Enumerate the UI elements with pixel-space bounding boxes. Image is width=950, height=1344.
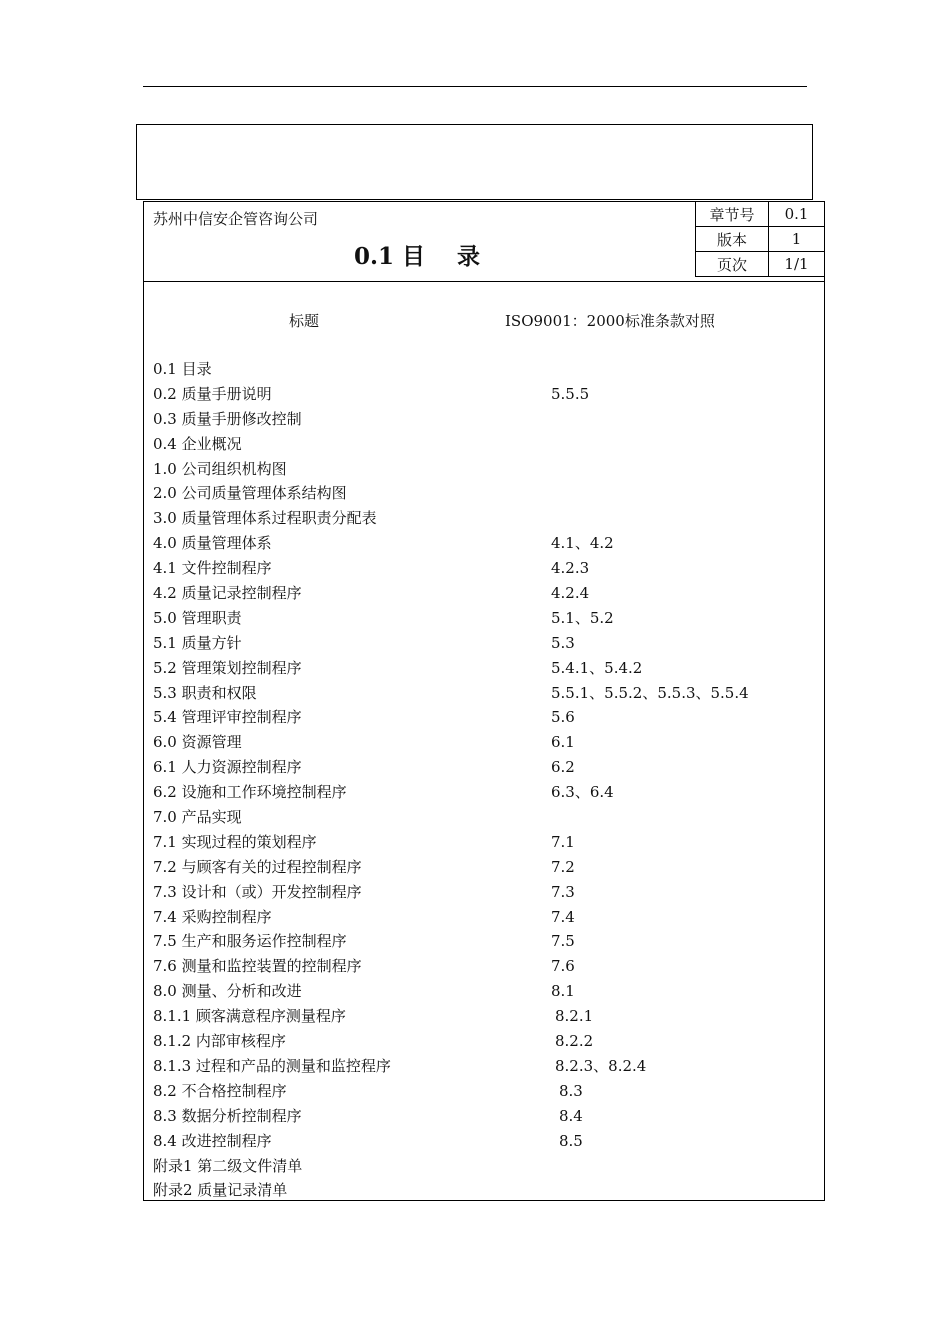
document-meta-table: [695, 201, 825, 277]
list-item-title: 7.3 设计和（或）开发控制程序: [153, 882, 362, 901]
list-item-title: 4.1 文件控制程序: [153, 559, 272, 578]
list-item-clause: 4.2.3: [551, 559, 590, 578]
list-item-title: 5.1 质量方针: [153, 633, 242, 652]
list-item-title: 0.4 企业概况: [153, 434, 242, 453]
column-header-clause: ISO9001：2000标准条款对照: [505, 312, 715, 330]
list-item-title: 6.2 设施和工作环境控制程序: [153, 783, 347, 802]
list-item-title: 8.4 改进控制程序: [153, 1131, 272, 1150]
list-item-title: 0.3 质量手册修改控制: [153, 409, 302, 428]
list-item-clause: 8.3: [559, 1081, 583, 1100]
list-item-title: 7.4 采购控制程序: [153, 907, 272, 926]
list-item-clause: 8.1: [551, 982, 575, 1001]
list-item-clause: 6.2: [551, 758, 575, 777]
header-rule: [143, 86, 807, 87]
list-item-clause: 8.2.1: [555, 1007, 594, 1026]
page-title: 0.1 目 录: [354, 243, 481, 270]
column-header-title: 标题: [289, 312, 320, 330]
list-item-clause: 7.5: [551, 932, 575, 951]
list-item-title: 7.6 测量和监控装置的控制程序: [153, 957, 362, 976]
list-item-title: 7.5 生产和服务运作控制程序: [153, 932, 347, 951]
company-name: 苏州中信安企管咨询公司: [153, 210, 319, 228]
list-item-title: 7.2 与顾客有关的过程控制程序: [153, 857, 362, 876]
list-item-clause: 7.3: [551, 882, 575, 901]
contents-document: [143, 201, 825, 1201]
list-item-title: 8.3 数据分析控制程序: [153, 1106, 302, 1125]
header-blank-box: [136, 124, 813, 200]
list-item-title: 2.0 公司质量管理体系结构图: [153, 484, 347, 503]
list-item-clause: 5.1、5.2: [551, 608, 614, 627]
list-item-title: 8.1.3 过程和产品的测量和监控程序: [153, 1056, 391, 1075]
list-item-clause: 5.3: [551, 633, 575, 652]
list-item-title: 5.0 管理职责: [153, 608, 242, 627]
list-item-title: 8.1.2 内部审核程序: [153, 1032, 286, 1051]
list-item-clause: 7.4: [551, 907, 575, 926]
list-item-clause: 6.3、6.4: [551, 783, 614, 802]
list-item-title: 8.0 测量、分析和改进: [153, 982, 302, 1001]
list-item-title: 6.0 资源管理: [153, 733, 242, 752]
list-item-clause: 8.4: [559, 1106, 583, 1125]
list-item-clause: 7.2: [551, 857, 575, 876]
list-item-title: 4.2 质量记录控制程序: [153, 584, 302, 603]
list-item-clause: 8.2.2: [555, 1032, 594, 1051]
list-item-title: 7.0 产品实现: [153, 808, 242, 827]
list-item-title: 附录1 第二级文件清单: [153, 1156, 303, 1175]
list-item-clause: 7.1: [551, 832, 575, 851]
list-item-title: 1.0 公司组织机构图: [153, 459, 287, 478]
list-item-clause: 4.1、4.2: [551, 534, 614, 553]
list-item-title: 7.1 实现过程的策划程序: [153, 832, 317, 851]
list-item-clause: 8.5: [559, 1131, 583, 1150]
list-item-title: 5.3 职责和权限: [153, 683, 257, 702]
list-item-clause: 7.6: [551, 957, 575, 976]
meta-key-chapter: 章节号: [696, 202, 769, 227]
list-item-title: 5.2 管理策划控制程序: [153, 658, 302, 677]
list-item-clause: 5.5.5: [551, 384, 590, 403]
list-item-title: 0.1 目录: [153, 360, 212, 378]
meta-value-version: 1: [769, 227, 825, 252]
list-item-title: 8.1.1 顾客满意程序测量程序: [153, 1007, 346, 1026]
list-item-title: 8.2 不合格控制程序: [153, 1081, 287, 1100]
document-header: [144, 202, 824, 282]
list-item-clause: 8.2.3、8.2.4: [555, 1056, 647, 1075]
meta-value-chapter: 0.1: [769, 202, 825, 227]
list-item-title: 4.0 质量管理体系: [153, 534, 272, 553]
list-item-title: 5.4 管理评审控制程序: [153, 708, 302, 727]
list-item-title: 3.0 质量管理体系过程职责分配表: [153, 509, 377, 528]
meta-key-page: 页次: [696, 252, 769, 277]
list-item-title: 附录2 质量记录清单: [153, 1181, 288, 1200]
list-item-clause: 5.4.1、5.4.2: [551, 658, 643, 677]
list-item-clause: 6.1: [551, 733, 575, 752]
list-item-clause: 4.2.4: [551, 584, 590, 603]
meta-value-page: 1/1: [769, 252, 825, 277]
list-item-title: 6.1 人力资源控制程序: [153, 758, 302, 777]
meta-key-version: 版本: [696, 227, 769, 252]
list-item-clause: 5.5.1、5.5.2、5.5.3、5.5.4: [551, 683, 749, 702]
list-item-title: 0.2 质量手册说明: [153, 384, 272, 403]
list-item-clause: 5.6: [551, 708, 575, 727]
